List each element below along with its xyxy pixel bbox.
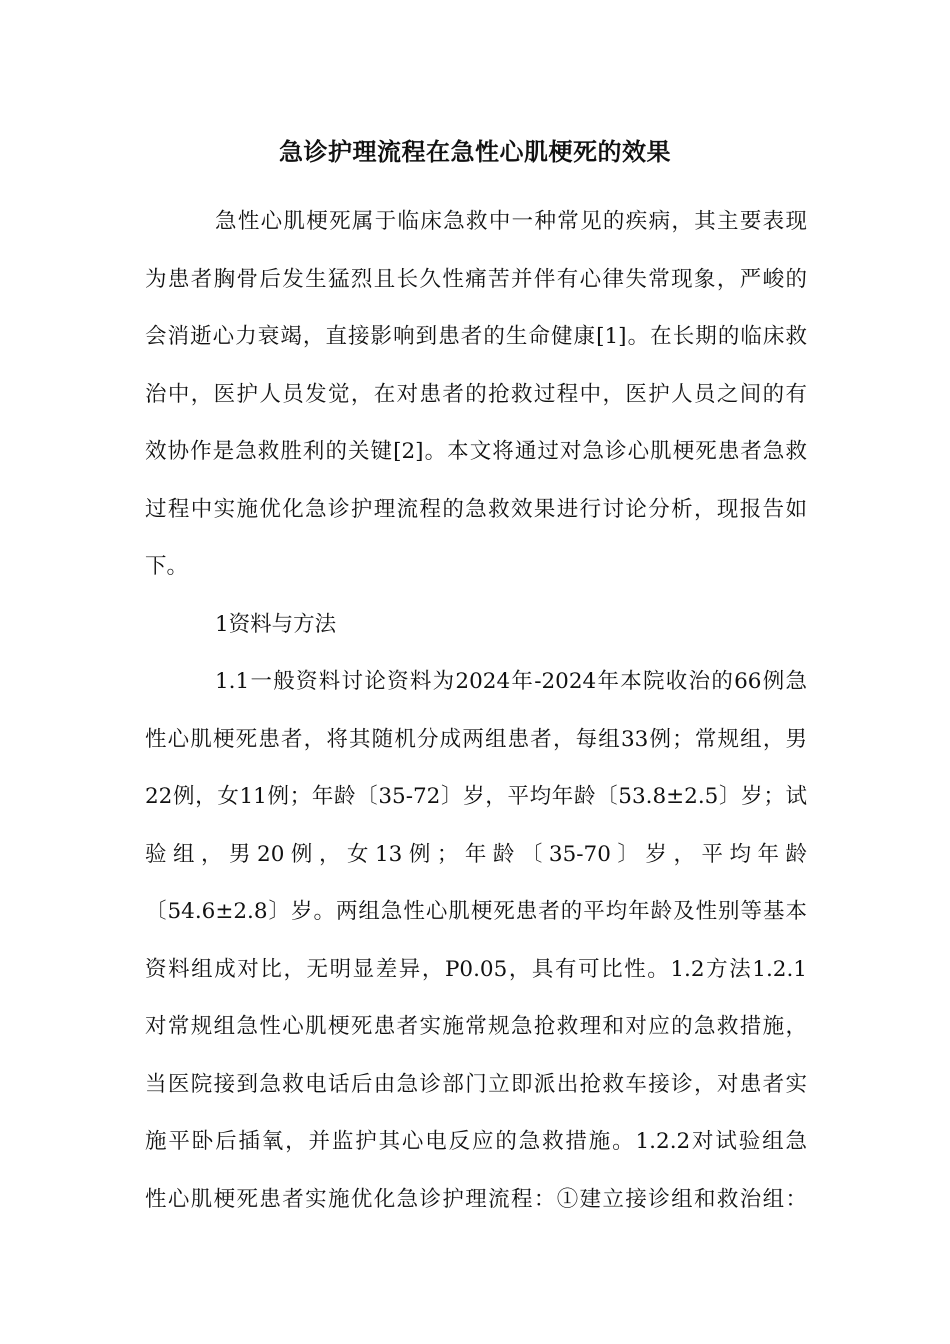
document-title: 急诊护理流程在急性心肌梗死的效果	[279, 137, 671, 166]
paragraph-line: 资料组成对比，无明显差异，P0.05，具有可比性。1.2方法1.2.1	[145, 956, 807, 982]
paragraph-line: 对常规组急性心肌梗死患者实施常规急抢救理和对应的急救措施，	[145, 1014, 807, 1039]
paragraph-line: 为患者胸骨后发生猛烈且长久性痛苦并伴有心律失常现象，严峻的	[145, 266, 807, 292]
paragraph-line: 22例，女11例；年龄〔35-72〕岁，平均年龄〔53.8±2.5〕岁；试	[145, 784, 807, 809]
paragraph-line: 治中，医护人员发觉，在对患者的抢救过程中，医护人员之间的有	[145, 381, 807, 407]
paragraph-line: 性心肌梗死患者，将其随机分成两组患者，每组33例；常规组，男	[145, 726, 807, 752]
document-body	[145, 200, 807, 1235]
paragraph-line: 验组，男20例，女13例；年龄〔35-70〕岁，平均年龄	[145, 841, 807, 867]
section-heading: 1资料与方法	[215, 611, 337, 637]
paragraph-line: 过程中实施优化急诊护理流程的急救效果进行讨论分析，现报告如	[145, 496, 807, 522]
paragraph-line: 施平卧后插氧，并监护其心电反应的急救措施。1.2.2对试验组急	[145, 1129, 807, 1154]
paragraph-line: 性心肌梗死患者实施优化急诊护理流程：①建立接诊组和救治组：	[145, 1186, 807, 1212]
paragraph-line: 急性心肌梗死属于临床急救中一种常见的疾病，其主要表现	[215, 209, 807, 234]
paragraph-line: 效协作是急救胜利的关键[2]。本文将通过对急诊心肌梗死患者急救	[145, 439, 807, 464]
paragraph-line: 下。	[145, 554, 189, 579]
paragraph-line: 1.1一般资料讨论资料为2024年-2024年本院收治的66例急	[215, 669, 807, 694]
paragraph-line: 当医院接到急救电话后由急诊部门立即派出抢救车接诊，对患者实	[145, 1071, 807, 1097]
paragraph-line: 会消逝心力衰竭，直接影响到患者的生命健康[1]。在长期的临床救	[145, 324, 807, 349]
paragraph-line: 〔54.6±2.8〕岁。两组急性心肌梗死患者的平均年龄及性别等基本	[145, 899, 807, 924]
